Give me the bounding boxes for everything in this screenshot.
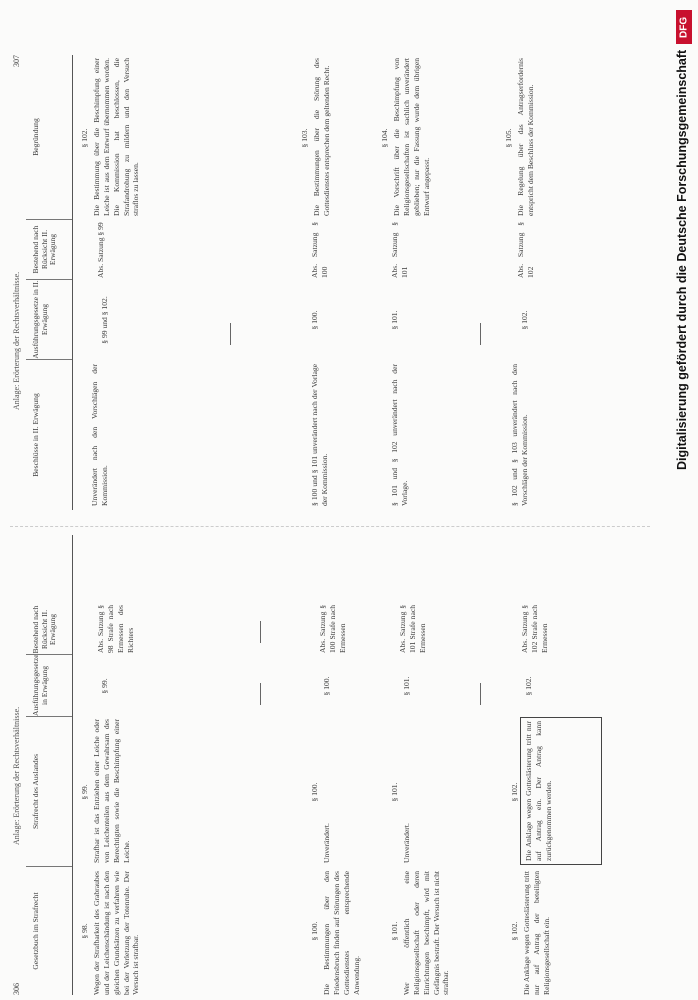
section-number: § 101. [390,921,399,941]
table-cell: Wer öffentlich eine Religionsgesellschaft oder deren Einrichtungen beschimpft, wird mit Gefängnis bestraft. Der Versuch ist nicht strafbar. [402,871,451,995]
section-number: § 100. [310,782,319,802]
table-cell: § 100 und § 101 unverändert nach der Vorlage der Kommission. [310,364,329,506]
table-cell: § 102. [524,676,533,696]
table-header [26,55,73,510]
section-number: § 102. [510,921,519,941]
table-cell: Abs. Satzung § 101 [390,222,409,278]
table-cell: Unverändert. [402,823,411,863]
divider [230,323,231,345]
table-cell: Abs. Satzung § 101 Strafe nach Ermessen [398,605,427,653]
table-cell: Wegen der Strafbarkeit des Grabraubes und der Leichenschändung ist nach den gleichen Grundsätzen zu verfahren wie bei der Verletzung der Totenruhe. Der Versuch ist strafbar. [92,871,141,995]
table-cell: Die Anklage wegen Gotteslästerung tritt nur auf Antrag der beteiligten Religionsgesellschaft ein. [522,871,551,995]
header-col1: Beschlüsse in II. Erwägung [31,393,40,477]
section-number: § 105. [504,128,513,148]
dfg-logo: DFG [676,10,692,44]
table-cell: § 99 und § 102. [100,296,109,344]
left-page [10,535,650,995]
running-head: Anlage: Erörterung der Rechtsverhältnisse. [12,706,21,845]
page-number: 307 [12,55,21,67]
divider [260,621,261,643]
header-col2: Strafrecht des Auslandes [26,717,72,867]
gutter [10,526,650,527]
divider [480,683,481,705]
table-cell: Die Anklage wegen Gotteslästerung tritt nur auf Antrag ein. Der Antrag kann zurückgenommen werden. [524,721,553,861]
table-cell: Die Bestimmung über die Beschimpfung einer Leiche ist aus dem Entwurf übernommen worden. Die Kommission hat beschlossen, die Strafandrohung zu mildern und den Versuch straflos zu lassen. [92,58,141,216]
divider [260,683,261,705]
header-col3: Ausführungsgesetze in Erwägung [26,655,72,717]
section-number: § 102. [80,128,89,148]
table-cell: § 100. [310,310,319,330]
digitization-watermark: Digitalisierung gefördert durch die Deutsche Forschungsgemeinschaft [675,50,689,471]
section-number: § 98. [80,923,89,939]
header-col4: Begründung [26,55,72,220]
table-cell: Abs. Satzung § 98 Strafe nach Ermessen des Richters [96,605,135,653]
section-number: § 103. [300,128,309,148]
table-cell: § 101 und § 102 unverändert nach der Vorlage. [390,364,409,506]
right-page [10,55,650,510]
table-cell: § 101. [402,676,411,696]
table-cell: Strafbar ist das Entziehen einer Leiche oder von Leichenteilen aus dem Gewahrsam des Berechtigten sowie die Beschimpfung einer Leiche. [92,719,131,863]
table-header [26,535,73,995]
table-cell: Abs. Satzung § 100 Strafe nach Ermessen [318,605,347,653]
header-col4: Bestehend nach Rücksicht II. Erwägung [26,605,72,655]
table-cell: § 99. [100,678,109,694]
section-number: § 104. [380,128,389,148]
section-number: § 100. [310,921,319,941]
section-number: § 102. [510,782,519,802]
table-cell: Abs. Satzung § 102 Strafe nach Ermessen [520,605,549,653]
header-col1: Gesetzbuch im Strafrecht [31,892,40,970]
section-number: § 99. [80,784,89,800]
page-number: 306 [12,983,21,995]
table-cell: Abs. Satzung § 99 [96,222,105,278]
table-cell: Unverändert nach den Vorschlägen der Kommission. [90,364,109,506]
table-cell: Die Bestimmungen über den Friedensbruch finden auf Störungen des Gottesdienstes entsprechende Anwendung. [322,871,361,995]
header-col2: Ausführungsgesetze in II. Erwägung [26,280,72,360]
header-col3: Bestehend nach Rücksicht II. Erwägung [26,220,72,280]
table-cell: § 102 und § 103 unverändert nach den Vorschlägen der Kommission. [510,364,529,506]
table-cell: Unverändert. [322,823,331,863]
rotated-spread [10,55,650,995]
table-cell: Die Regelung über das Antragserfordernis entspricht dem Beschluss der Kommission. [516,58,535,216]
table-cell: § 100. [322,676,331,696]
table-cell: Abs. Satzung § 100 [310,222,329,278]
table-cell: § 102. [520,310,529,330]
running-head: Anlage: Erörterung der Rechtsverhältnisse. [12,271,21,410]
table-cell: Die Bestimmungen über die Störung des Gottesdienstes entsprechen dem geltenden Recht. [312,58,331,216]
table-cell: Abs. Satzung § 102 [516,222,535,278]
table-cell: § 101. [390,310,399,330]
divider [480,323,481,345]
table-cell: Die Vorschrift über die Beschimpfung von Religionsgesellschaften ist sachlich unverändert geblieben; nur die Fassung wurde dem übrigen Entwurf angepasst. [392,58,431,216]
section-number: § 101. [390,782,399,802]
